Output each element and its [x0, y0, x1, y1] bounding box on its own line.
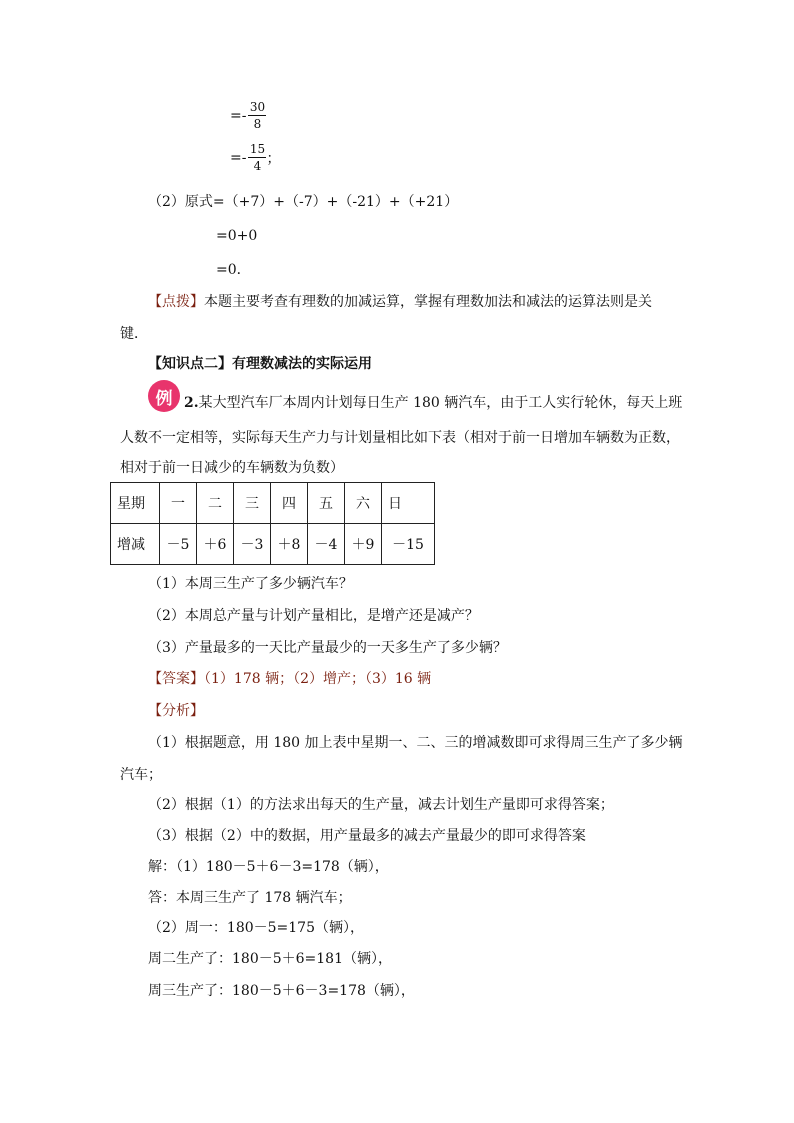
question-1: （1）本周三生产了多少辆汽车？: [148, 576, 353, 592]
example-badge-label: 例: [155, 388, 173, 409]
example-line-1: [184, 392, 682, 412]
fraction: [248, 100, 266, 131]
table-cell: －5: [160, 524, 197, 565]
table-cell: －4: [308, 524, 345, 565]
fraction: [248, 142, 266, 173]
table-cell: 四: [271, 483, 308, 524]
question-2: （2）本周总产量与计划产量相比，是增产还是减产？: [148, 608, 479, 624]
fraction-prefix: =-: [230, 149, 247, 166]
numerator: 30: [249, 100, 266, 114]
part2-step1: =0+0: [216, 228, 258, 244]
tip-label: 【点拨】: [148, 294, 204, 310]
table-cell: 日: [382, 483, 435, 524]
table-cell: 一: [160, 483, 197, 524]
tip-text: 本题主要考查有理数的加减运算，掌握有理数加法和减法的运算法则是关: [204, 294, 652, 310]
solution-line-5: 周三生产了：180－5＋6－3=178（辆），: [148, 983, 415, 999]
analysis-p1-line-2: 汽车；: [120, 767, 162, 783]
section-heading: 【知识点二】有理数减法的实际运用: [148, 356, 372, 372]
tip-line-2: 键．: [120, 326, 148, 342]
example-badge: [148, 380, 180, 412]
fraction-prefix: =-: [230, 107, 247, 124]
tip-line-1: [148, 291, 652, 311]
part2-expression: （2）原式=（+7）+（-7）+（-21）+（+21）: [148, 194, 459, 210]
analysis-p1-line-1: （1）根据题意，用 180 加上表中星期一、二、三的增减数即可求得周三生产了多少辆: [148, 735, 683, 751]
fraction-line-1: [230, 100, 266, 131]
fraction-bar: [248, 115, 266, 116]
answer: 【答案】（1）178 辆；（2）增产；（3）16 辆: [148, 671, 432, 687]
fraction-bar: [248, 157, 266, 158]
solution-line-4: 周二生产了：180－5＋6=181（辆），: [148, 951, 392, 967]
table-cell: ＋9: [345, 524, 382, 565]
analysis-label: 【分析】: [148, 703, 204, 719]
solution-line-1: 解：（1）180－5＋6－3=178（辆），: [148, 859, 389, 875]
table-cell: ＋6: [197, 524, 234, 565]
denominator: 4: [253, 159, 262, 173]
fraction-line-2: [230, 142, 280, 173]
table-row-header: 星期: [111, 483, 160, 524]
denominator: 8: [253, 117, 262, 131]
table-row: [111, 524, 435, 565]
part2-step2: =0．: [216, 262, 251, 278]
question-3: （3）产量最多的一天比产量最少的一天多生产了多少辆？: [148, 640, 507, 656]
table-row-header: 增减: [111, 524, 160, 565]
production-change-table: [110, 482, 435, 565]
table-cell: 五: [308, 483, 345, 524]
table-cell: 三: [234, 483, 271, 524]
example-line-3: 相对于前一日减少的车辆数为负数）: [120, 460, 344, 476]
example-text: 某大型汽车厂本周内计划每日生产 180 辆汽车，由于工人实行轮休，每天上班: [198, 395, 683, 411]
table-cell: －3: [234, 524, 271, 565]
solution-line-3: （2）周一：180－5=175（辆），: [148, 920, 364, 936]
example-line-2: 人数不一定相等，实际每天生产力与计划量相比如下表（相对于前一日增加车辆数为正数，: [120, 430, 680, 446]
example-number: 2.: [184, 395, 199, 411]
table-row: [111, 483, 435, 524]
table-cell: 六: [345, 483, 382, 524]
table-cell: 二: [197, 483, 234, 524]
table-cell: ＋8: [271, 524, 308, 565]
analysis-p2: （2）根据（1）的方法求出每天的生产量，减去计划生产量即可求得答案；: [148, 797, 614, 813]
numerator: 15: [249, 142, 266, 156]
analysis-p3: （3）根据（2）中的数据，用产量最多的减去产量最少的即可求得答案: [148, 828, 586, 844]
fraction-suffix: ；: [266, 150, 281, 167]
table-cell: －15: [382, 524, 435, 565]
solution-line-2: 答：本周三生产了 178 辆汽车；: [148, 890, 352, 906]
